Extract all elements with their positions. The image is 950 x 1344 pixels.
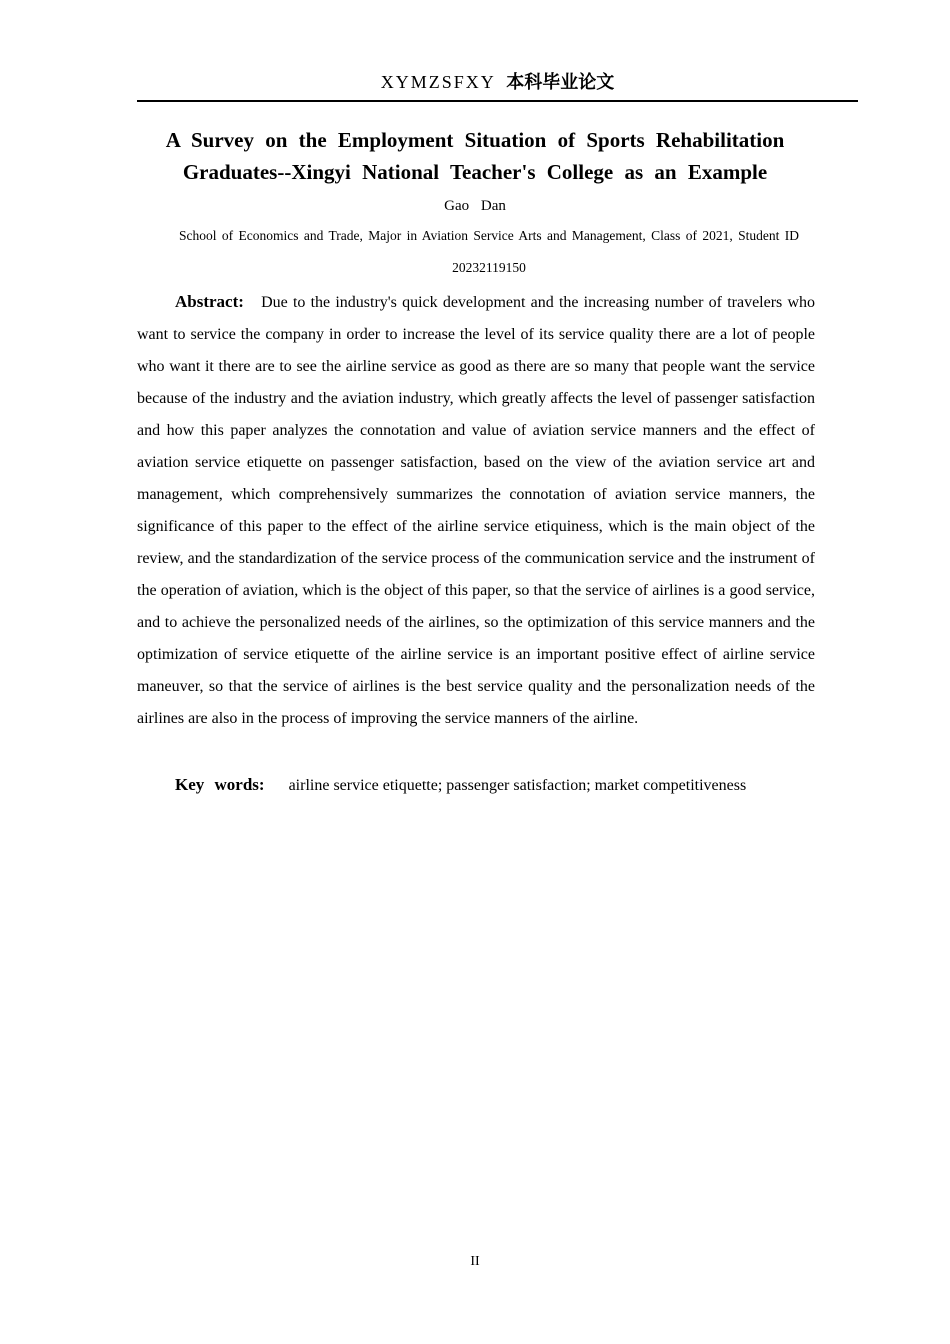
affiliation-student-id: 20232119150 xyxy=(452,260,526,275)
thesis-title xyxy=(137,124,813,188)
abstract-label: Abstract: xyxy=(175,292,244,311)
header-title xyxy=(137,68,858,102)
thesis-title-line-1: A Survey on the Employment Situation of Sports Rehabilitation xyxy=(165,128,785,152)
header-school-code: XYMZSFXY xyxy=(380,72,496,92)
keywords-paragraph xyxy=(137,769,815,802)
abstract-paragraph xyxy=(137,286,815,735)
author-affiliation xyxy=(137,220,841,284)
keywords-label: Key words: xyxy=(175,775,265,794)
keywords-text: airline service etiquette; passenger satisfaction; market competitiveness xyxy=(288,777,747,794)
page-header xyxy=(137,0,858,102)
affiliation-line-1: School of Economics and Trade, Major in Aviation Service Arts and Management, Class of 2021, Student ID xyxy=(178,228,800,243)
page-number: II xyxy=(470,1254,480,1269)
author-name: Gao Dan xyxy=(444,198,506,214)
thesis-title-line-2: Graduates--Xingyi National Teacher's College as an Example xyxy=(182,160,768,184)
abstract-text: Due to the industry's quick development and the increasing number of travelers who want to service the company in order to increase the level of its service quality there are a lot of people who want it there are to see the airline service as good as there are so many that people want the service because of the industry and the aviation industry, which greatly affects the level of passenger satisfaction and how this paper analyzes the connotation and value of aviation service manners and the effect of aviation service etiquette on passenger satisfaction, based on the view of the aviation service art and management, which comprehensively summarizes the connotation of aviation service manners, the significance of this paper to the effect of the airline service etiquiness, which is the main object of the review, and the standardization of the service process of the communication service and the instrument of the operation of aviation, which is the object of this paper, so that the service of airlines is a good service, and to achieve the personalized needs of the airlines, so the optimization of this service manners and the optimization of service etiquette of the airline service is an important positive effect of airline service maneuver, so that the service of airlines is the best service quality and the personalization needs of the airlines are also in the process of improving the service manners of the airline. xyxy=(137,294,816,727)
header-doc-type: 本科毕业论文 xyxy=(506,72,615,92)
page-footer xyxy=(0,1254,950,1270)
